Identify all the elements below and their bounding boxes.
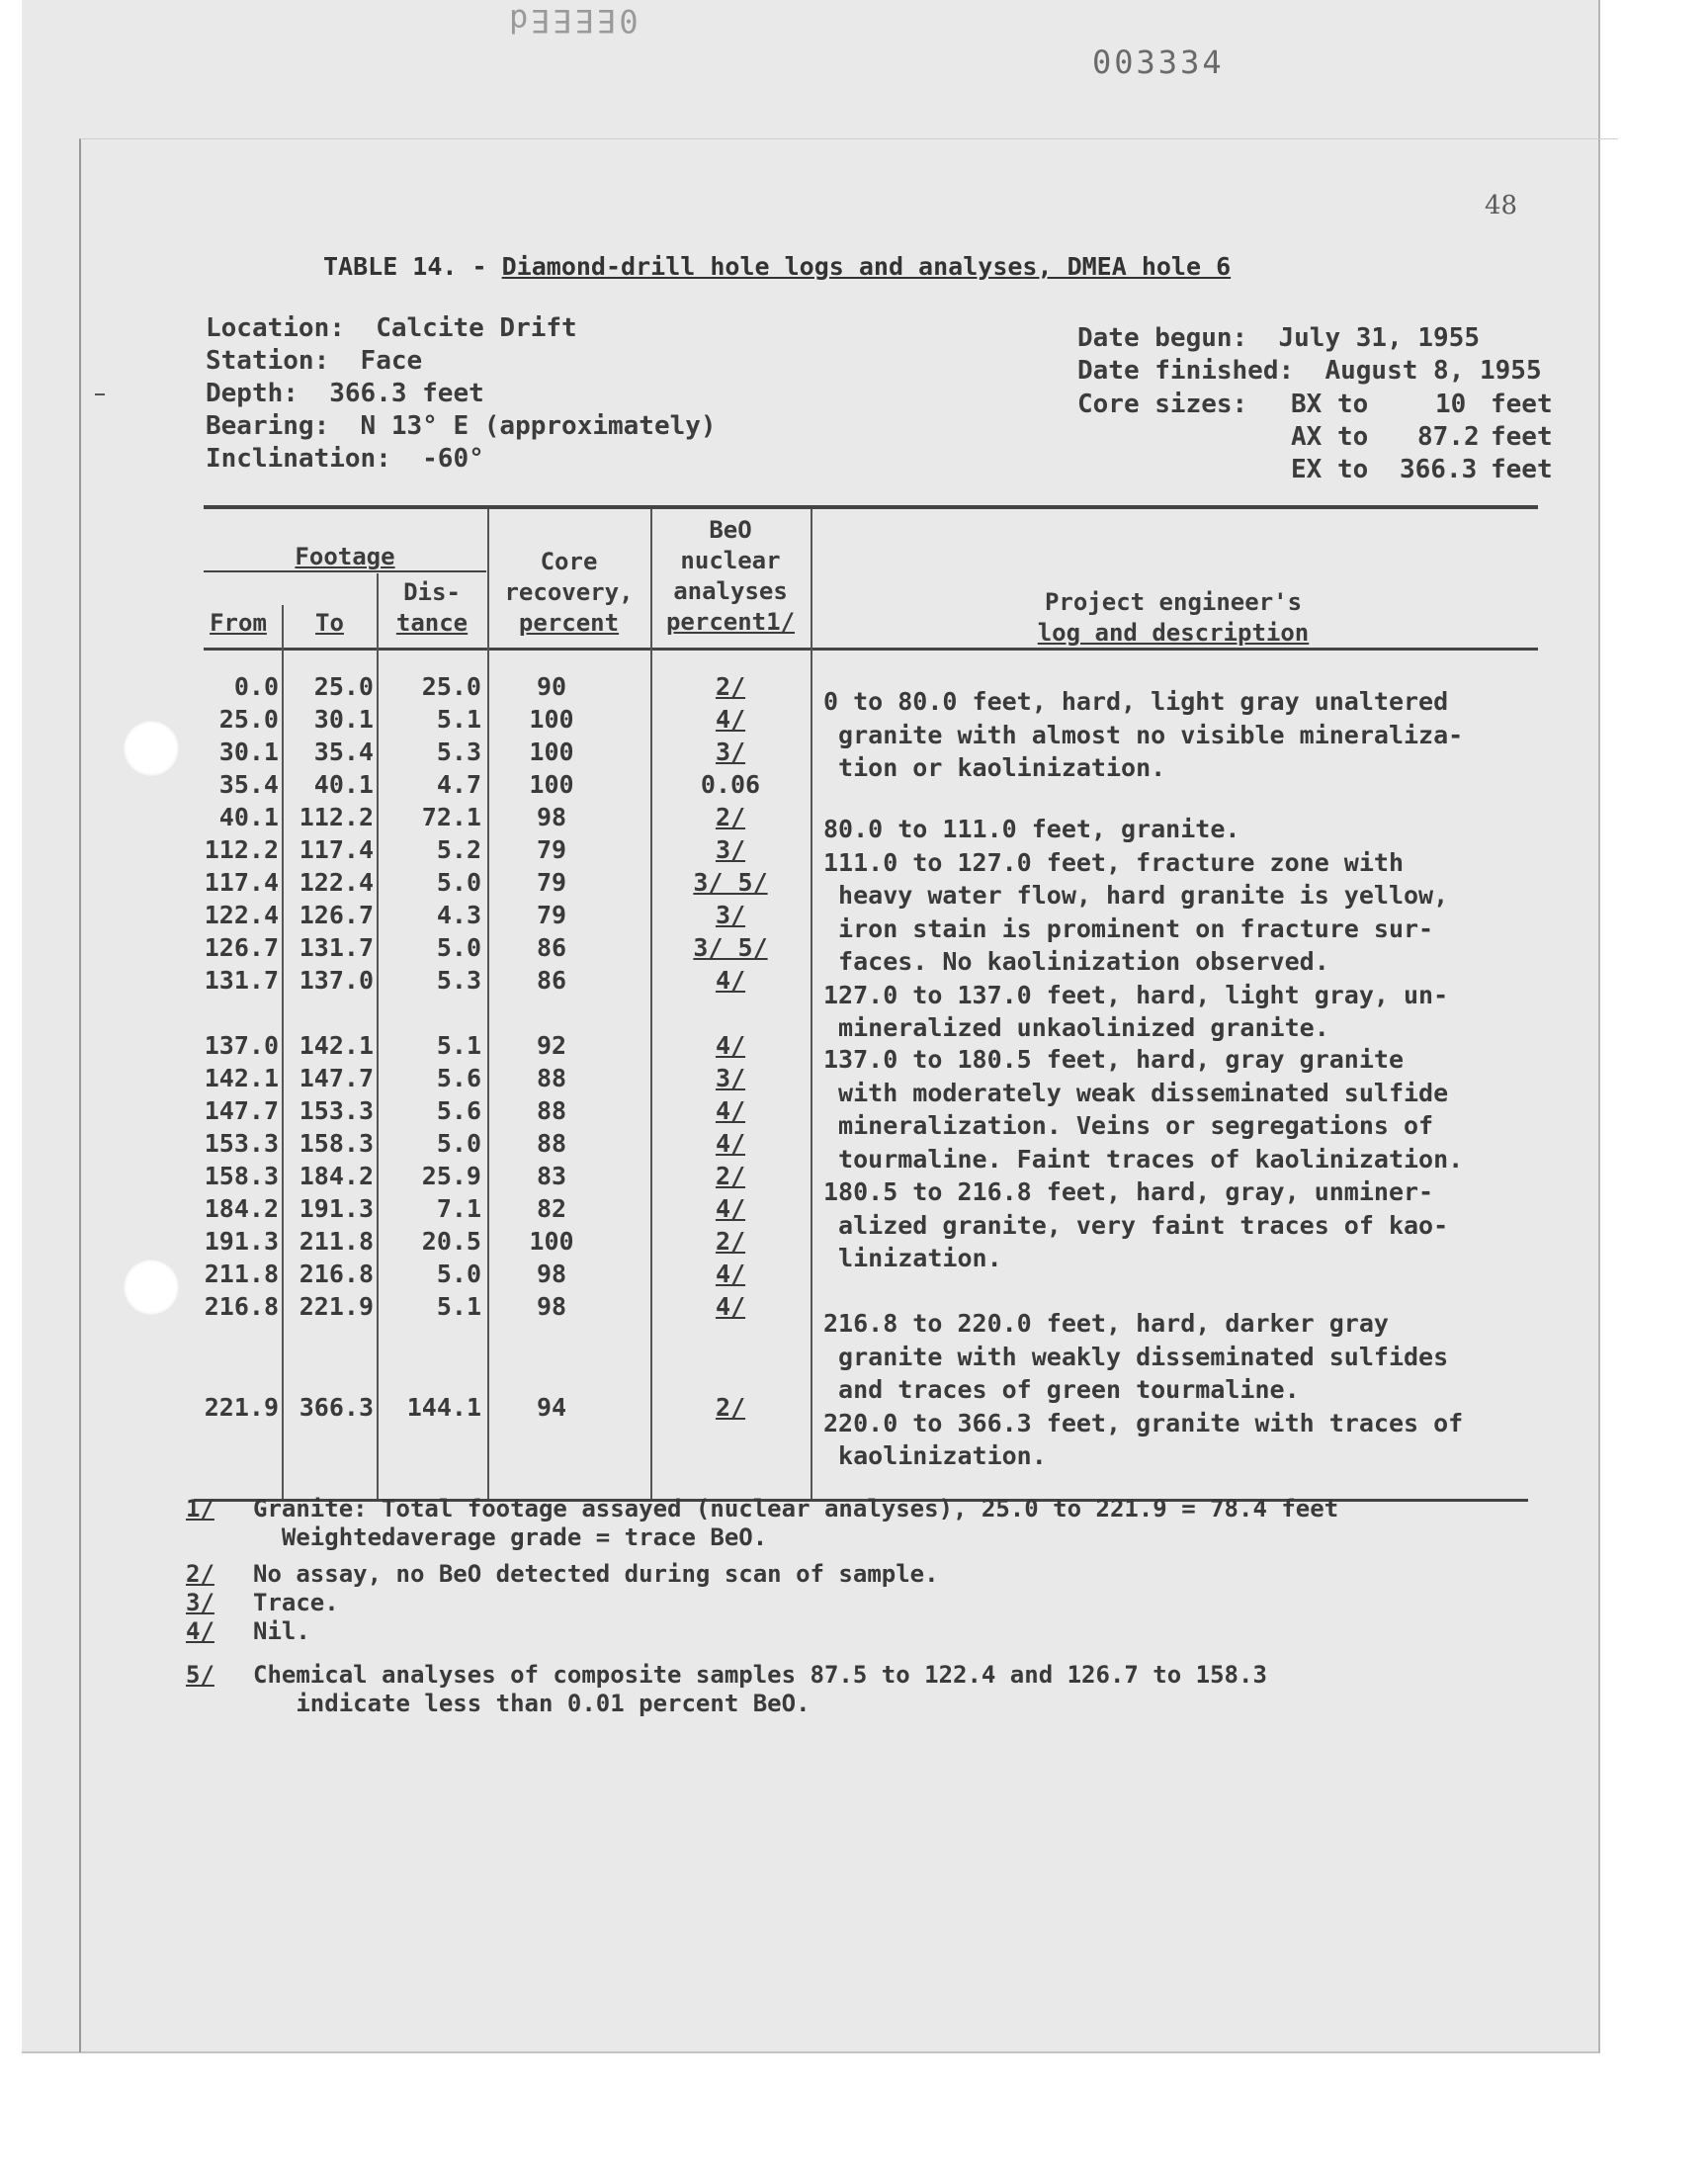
- description-line: 137.0 to 180.5 feet, hard, gray granite: [823, 1045, 1404, 1074]
- header-distance: Dis- tance: [395, 578, 469, 637]
- cell-beo: 4/: [715, 1129, 746, 1158]
- cell-to: 122.4: [299, 868, 374, 897]
- cell-beo: 2/: [715, 1393, 746, 1422]
- cell-from: 153.3: [204, 1129, 279, 1158]
- cell-distance: 4.7: [436, 770, 481, 799]
- depth-line: Depth: 366.3 feet: [206, 379, 484, 408]
- cell-distance: 5.1: [436, 705, 481, 734]
- cell-from: 184.2: [204, 1194, 279, 1223]
- cell-distance: 5.0: [436, 868, 481, 897]
- table-title: [323, 252, 1231, 281]
- cell-core-recovery: 94: [536, 1393, 567, 1422]
- cell-beo: 4/: [715, 1260, 746, 1288]
- cell-distance: 5.6: [436, 1096, 481, 1125]
- cell-to: 147.7: [299, 1064, 374, 1092]
- cell-distance: 5.6: [436, 1064, 481, 1092]
- header-beo-analyses: BeO nuclear analyses percent1/: [665, 516, 796, 636]
- description-line: kaolinization.: [823, 1441, 1047, 1470]
- description-line: 216.8 to 220.0 feet, hard, darker gray: [823, 1309, 1389, 1338]
- cell-beo: 4/: [715, 1194, 746, 1223]
- cell-to: 184.2: [299, 1162, 374, 1190]
- cell-core-recovery: 100: [529, 705, 574, 734]
- cell-distance: 5.0: [436, 933, 481, 962]
- description-line: tion or kaolinization.: [823, 753, 1166, 782]
- cell-from: 216.8: [204, 1292, 279, 1321]
- cell-core-recovery: 100: [529, 770, 574, 799]
- cell-to: 126.7: [299, 901, 374, 929]
- punch-hole-top: [123, 720, 180, 777]
- description-line: alized granite, very faint traces of kao-: [823, 1210, 1449, 1240]
- cell-beo: 2/: [715, 672, 746, 701]
- cell-to: 117.4: [299, 835, 374, 864]
- table-title-caption: Diamond-drill hole logs and analyses, DMEA hole 6: [501, 252, 1232, 281]
- description-line: granite with almost no visible mineraliza-: [823, 720, 1464, 749]
- footnote-mark: 1/: [186, 1495, 214, 1522]
- footnote-text: indicate less than 0.01 percent BeO.: [253, 1690, 811, 1717]
- cell-to: 112.2: [299, 803, 374, 831]
- cell-core-recovery: 90: [536, 672, 567, 701]
- cell-core-recovery: 88: [536, 1064, 567, 1092]
- description-line: tourmaline. Faint traces of kaolinization.: [823, 1144, 1464, 1174]
- cell-distance: 5.2: [436, 835, 481, 864]
- cell-to: 153.3: [299, 1096, 374, 1125]
- cell-from: 126.7: [204, 933, 279, 962]
- col-rule-core-beo: [650, 509, 652, 1499]
- description-line: 127.0 to 137.0 feet, hard, light gray, un-: [823, 980, 1449, 1009]
- cell-core-recovery: 98: [536, 1292, 567, 1321]
- cell-distance: 5.3: [436, 738, 481, 766]
- cell-beo: 2/: [715, 803, 746, 831]
- description-block-2: [823, 813, 1448, 1045]
- cell-core-recovery: 88: [536, 1096, 567, 1125]
- footnote-text: Weightedaverage grade = trace BeO.: [253, 1523, 768, 1551]
- cell-from: 191.3: [204, 1227, 279, 1256]
- footnote-mark: 4/: [186, 1617, 214, 1645]
- hole-info-left: [206, 312, 717, 476]
- table-top-rule: [204, 505, 1538, 509]
- cell-core-recovery: 98: [536, 1260, 567, 1288]
- footnote-text: Chemical analyses of composite samples 87.5 to 122.4 and 126.7 to 158.3: [253, 1661, 1267, 1689]
- description-line: and traces of green tourmaline.: [823, 1375, 1300, 1404]
- cell-to: 25.0: [313, 672, 374, 701]
- cell-to: 30.1: [313, 705, 374, 734]
- description-block-3: [823, 1043, 1463, 1275]
- cell-beo: 4/: [715, 705, 746, 734]
- document-stamp-number: 003334: [1092, 44, 1225, 81]
- description-line: 220.0 to 366.3 feet, granite with traces of: [823, 1408, 1464, 1437]
- cell-core-recovery: 86: [536, 966, 567, 995]
- description-block-4: [823, 1307, 1463, 1473]
- cell-beo: 2/: [715, 1227, 746, 1256]
- cell-beo: 0.06: [700, 770, 761, 799]
- cell-from: 25.0: [218, 705, 279, 734]
- core-size-ax: AX to: [1291, 422, 1369, 452]
- cell-beo: 4/: [715, 1292, 746, 1321]
- cell-beo: 3/: [715, 901, 746, 929]
- footnote-text: Nil.: [253, 1617, 310, 1645]
- cell-distance: 4.3: [436, 901, 481, 929]
- cell-to: 35.4: [313, 738, 374, 766]
- cell-beo: 3/: [715, 738, 746, 766]
- date-finished-line: Date finished: August 8, 1955: [1077, 356, 1542, 386]
- bearing-line: Bearing: N 13° E (approximately): [206, 411, 717, 441]
- cell-to: 191.3: [299, 1194, 374, 1223]
- cell-from: 137.0: [204, 1031, 279, 1060]
- cell-to: 221.9: [299, 1292, 374, 1321]
- cell-core-recovery: 86: [536, 933, 567, 962]
- cell-to: 211.8: [299, 1227, 374, 1256]
- cell-from: 122.4: [204, 901, 279, 929]
- cell-beo: 3/ 5/: [693, 868, 768, 897]
- footnote-mark: 5/: [186, 1661, 214, 1689]
- core-size-ex-unit: feet: [1491, 455, 1553, 484]
- cell-beo: 2/: [715, 1162, 746, 1190]
- footnote-mark: 2/: [186, 1560, 214, 1588]
- description-line: mineralized unkaolinized granite.: [823, 1013, 1329, 1042]
- cell-from: 117.4: [204, 868, 279, 897]
- cell-to: 40.1: [313, 770, 374, 799]
- cell-core-recovery: 100: [529, 738, 574, 766]
- station-line: Station: Face: [206, 346, 423, 376]
- cell-core-recovery: 79: [536, 868, 567, 897]
- header-to: To: [315, 609, 344, 637]
- description-line: 111.0 to 127.0 feet, fracture zone with: [823, 847, 1404, 877]
- core-size-bx-unit: feet: [1491, 390, 1553, 419]
- footnote-text: Trace.: [253, 1589, 339, 1616]
- cell-distance: 5.3: [436, 966, 481, 995]
- cell-distance: 5.0: [436, 1260, 481, 1288]
- cell-distance: 7.1: [436, 1194, 481, 1223]
- inclination-line: Inclination: -60°: [206, 444, 484, 474]
- core-size-ax-depth: 87.2: [1417, 422, 1480, 452]
- description-line: 80.0 to 111.0 feet, granite.: [823, 815, 1240, 843]
- cell-distance: 25.0: [421, 672, 481, 701]
- table-title-prefix: TABLE 14. -: [323, 252, 502, 281]
- cell-from: 40.1: [218, 803, 279, 831]
- date-begun-line: Date begun: July 31, 1955: [1077, 323, 1480, 353]
- description-line: 0 to 80.0 feet, hard, light gray unaltered: [823, 687, 1449, 716]
- cell-from: 158.3: [204, 1162, 279, 1190]
- cell-core-recovery: 98: [536, 803, 567, 831]
- cell-beo: 3/ 5/: [693, 933, 768, 962]
- cell-core-recovery: 83: [536, 1162, 567, 1190]
- punch-hole-bottom: [123, 1259, 180, 1316]
- description-line: mineralization. Veins or segregations of: [823, 1111, 1434, 1140]
- core-size-bx: BX to: [1291, 390, 1369, 419]
- page-number: 48: [1485, 191, 1518, 220]
- cell-beo: 3/: [715, 1064, 746, 1092]
- footnote-text: Granite: Total footage assayed (nuclear analyses), 25.0 to 221.9 = 78.4 feet: [253, 1495, 1339, 1522]
- cell-to: 142.1: [299, 1031, 374, 1060]
- cell-beo: 4/: [715, 1031, 746, 1060]
- cell-from: 131.7: [204, 966, 279, 995]
- cell-distance: 20.5: [421, 1227, 481, 1256]
- cell-distance: 5.1: [436, 1031, 481, 1060]
- header-engineer-log: Project engineer's log and description: [1037, 588, 1310, 647]
- core-size-bx-depth: 10: [1435, 390, 1467, 419]
- cell-from: 147.7: [204, 1096, 279, 1125]
- cell-to: 366.3: [299, 1393, 374, 1422]
- cell-from: 30.1: [218, 738, 279, 766]
- core-size-ex-depth: 366.3: [1400, 455, 1478, 484]
- cell-distance: 72.1: [421, 803, 481, 831]
- header-footage: Footage: [295, 543, 395, 570]
- header-core-recovery: Core recovery, percent: [504, 548, 634, 637]
- description-line: faces. No kaolinization observed.: [823, 947, 1329, 976]
- cell-to: 158.3: [299, 1129, 374, 1158]
- margin-mark: [95, 393, 105, 395]
- footnote-mark: 3/: [186, 1589, 214, 1616]
- location-line: Location: Calcite Drift: [206, 313, 577, 343]
- cell-beo: 4/: [715, 1096, 746, 1125]
- description-line: heavy water flow, hard granite is yellow,: [823, 881, 1449, 910]
- cell-from: 35.4: [218, 770, 279, 799]
- cell-core-recovery: 82: [536, 1194, 567, 1223]
- cell-beo: 3/: [715, 835, 746, 864]
- cell-from: 0.0: [233, 672, 279, 701]
- description-line: with moderately weak disseminated sulfide: [823, 1078, 1449, 1107]
- col-rule-dist-core: [487, 509, 489, 1499]
- cell-core-recovery: 100: [529, 1227, 574, 1256]
- inverted-stamp-number: 0EEEEd: [506, 2, 639, 40]
- core-sizes-label: Core sizes:: [1077, 390, 1248, 419]
- cell-core-recovery: 79: [536, 901, 567, 929]
- description-line: linization.: [823, 1244, 1002, 1272]
- core-size-ax-unit: feet: [1491, 422, 1553, 452]
- footnote-text: No assay, no BeO detected during scan of sample.: [253, 1560, 939, 1588]
- cell-core-recovery: 79: [536, 835, 567, 864]
- description-line: iron stain is prominent on fracture sur-: [823, 914, 1434, 943]
- description-line: 180.5 to 216.8 feet, hard, gray, unminer-: [823, 1177, 1434, 1206]
- col-rule-beo-desc: [811, 509, 812, 1499]
- header-from: From: [210, 609, 267, 637]
- description-line: granite with weakly disseminated sulfides: [823, 1342, 1449, 1371]
- cell-from: 112.2: [204, 835, 279, 864]
- cell-to: 216.8: [299, 1260, 374, 1288]
- cell-distance: 5.1: [436, 1292, 481, 1321]
- cell-to: 137.0: [299, 966, 374, 995]
- description-block-1: [823, 685, 1463, 785]
- cell-distance: 144.1: [406, 1393, 481, 1422]
- cell-to: 131.7: [299, 933, 374, 962]
- cell-distance: 25.9: [421, 1162, 481, 1190]
- core-size-ex: EX to: [1291, 455, 1369, 484]
- cell-core-recovery: 88: [536, 1129, 567, 1158]
- cell-from: 211.8: [204, 1260, 279, 1288]
- cell-from: 221.9: [204, 1393, 279, 1422]
- cell-beo: 4/: [715, 966, 746, 995]
- cell-distance: 5.0: [436, 1129, 481, 1158]
- cell-from: 142.1: [204, 1064, 279, 1092]
- cell-core-recovery: 92: [536, 1031, 567, 1060]
